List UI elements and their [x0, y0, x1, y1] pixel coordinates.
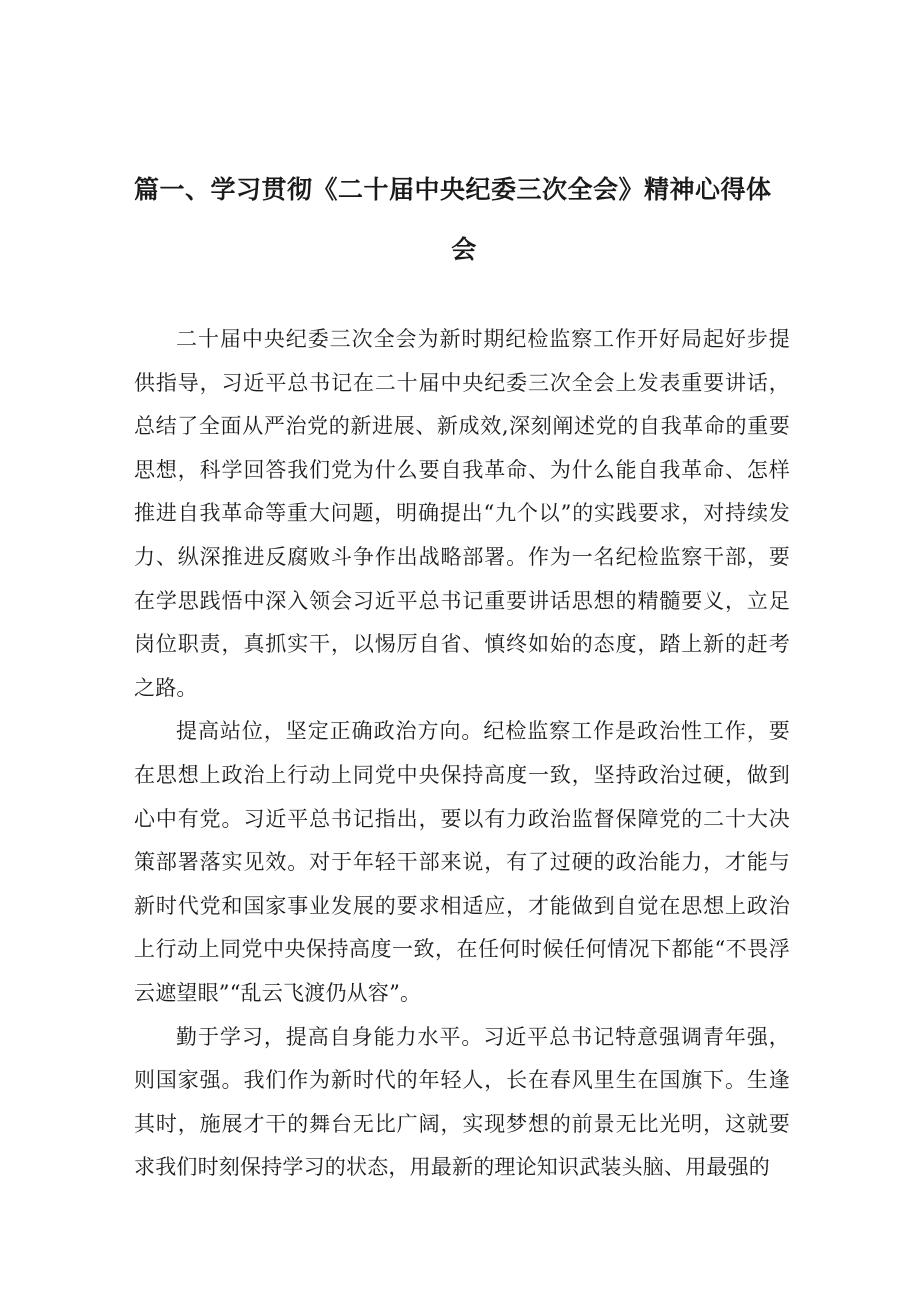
document-body — [134, 318, 790, 1190]
paragraph-1: 二十届中央纪委三次全会为新时期纪检监察工作开好局起好步提供指导，习近平总书记在二十届中央纪委三次全会上发表重要讲话，总结了全面从严治党的新进展、新成效,深刻阐述党的自我革命的重要思想，科学回答我们党为什么要自我革命、为什么能自我革命、怎样推进自我革命等重大问题，明确提出“九个以”的实践要求，对持续发力、纵深推进反腐败斗争作出战略部署。作为一名纪检监察干部，要在学思践悟中深入领会习近平总书记重要讲话思想的精髓要义，立足岗位职责，真抓实干，以惕厉自省、慎终如始的态度，踏上新的赶考之路。 — [134, 327, 790, 700]
paragraph-2: 提高站位，坚定正确政治方向。纪检监察工作是政治性工作，要在思想上政治上行动上同党中央保持高度一致，坚持政治过硬，做到心中有党。习近平总书记指出，要以有力政治监督保障党的二十大决策部署落实见效。对于年轻干部来说，有了过硬的政治能力，才能与新时代党和国家事业发展的要求相适应，才能做到自觉在思想上政治上行动上同党中央保持高度一致，在任何时候任何情况下都能“不畏浮云遮望眼”“乱云飞渡仍从容”。 — [134, 719, 790, 1005]
title-line-1: 篇一、学习贯彻《二十届中央纪委三次全会》精神心得体 — [134, 175, 772, 204]
document-title — [134, 160, 794, 280]
paragraph-3: 勤于学习，提高自身能力水平。习近平总书记特意强调青年强，则国家强。我们作为新时代的年轻人，长在春风里生在国旗下。生逢其时，施展才干的舞台无比广阔，实现梦想的前景无比光明，这就要求我们时刻保持学习的状态，用最新的理论知识武装头脑、用最强的 — [134, 1024, 790, 1180]
title-line-2: 会 — [451, 235, 477, 264]
